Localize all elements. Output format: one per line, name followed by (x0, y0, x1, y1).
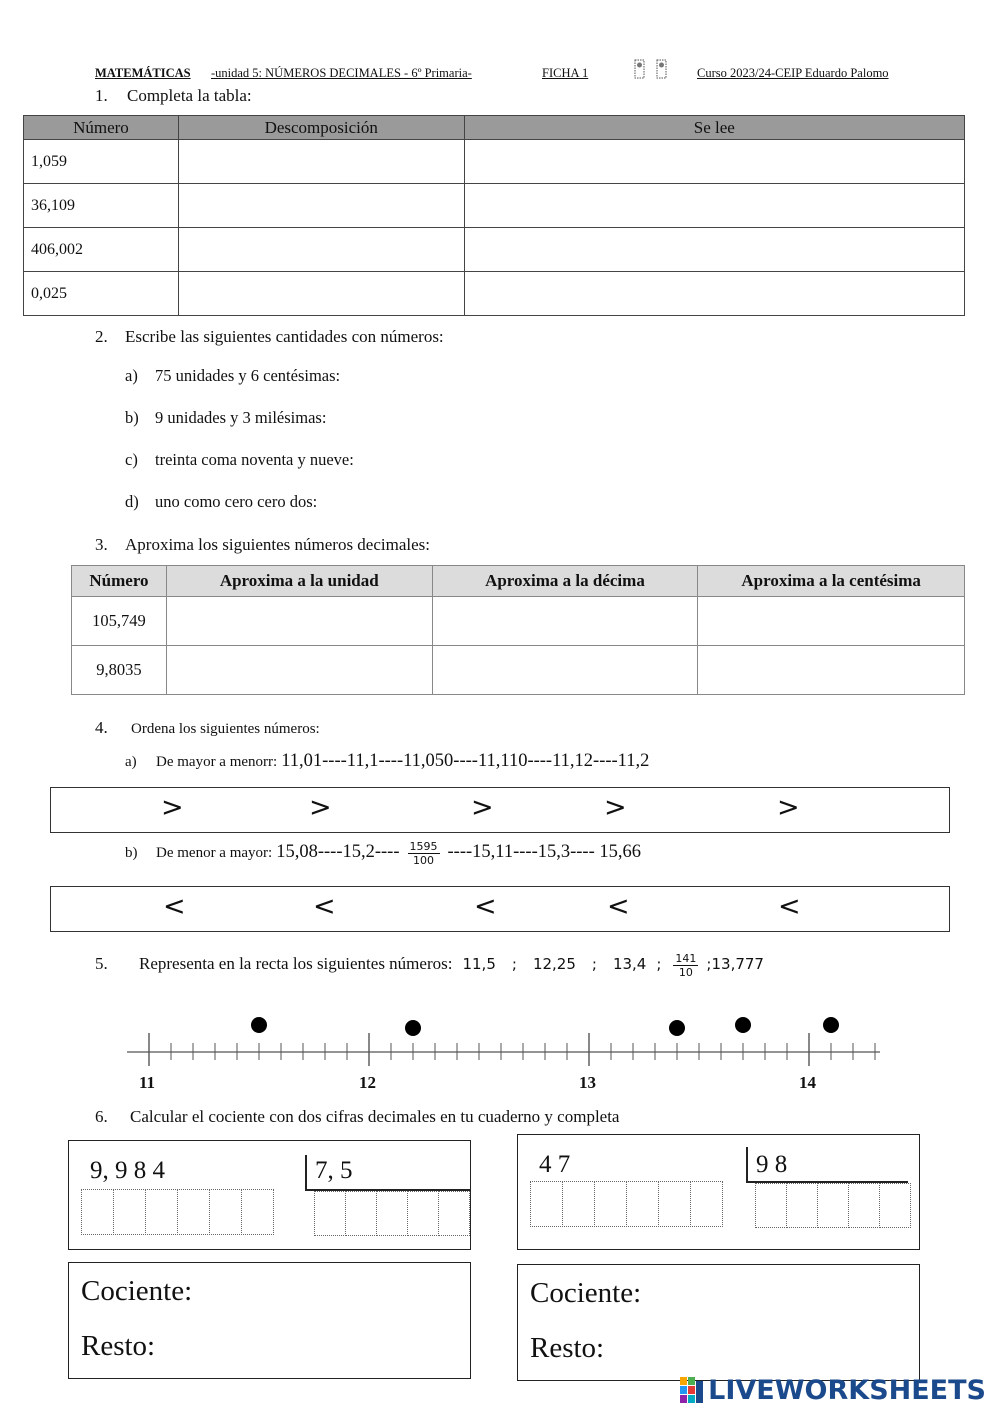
dividend: 4 7 (539, 1151, 571, 1178)
tick-label: 11 (139, 1073, 156, 1092)
divisor: 9 8 (756, 1151, 788, 1178)
table-row (24, 140, 965, 184)
greater-than-icon: > (309, 792, 332, 823)
tenth-answer-cell[interactable] (432, 597, 698, 646)
hundredth-answer-cell[interactable] (698, 597, 965, 646)
greater-than-icon: > (471, 792, 494, 823)
table-row (24, 184, 965, 228)
answer-box-2[interactable] (517, 1264, 920, 1381)
decomposition-answer-cell[interactable] (178, 272, 464, 316)
less-than-icon: < (474, 891, 497, 922)
decomposition-answer-cell[interactable] (178, 140, 464, 184)
row-number: 9,8035 (72, 646, 167, 695)
page-header (95, 66, 915, 84)
quotient-label: Cociente: (81, 1275, 193, 1307)
quotient-grid[interactable] (314, 1191, 469, 1236)
fraction-denominator: 100 (413, 854, 435, 867)
separator: ; (591, 955, 597, 974)
quotient-label: Cociente: (530, 1277, 642, 1309)
item-letter: a) (125, 366, 138, 385)
separator: ; (511, 955, 517, 974)
division-bracket (305, 1155, 307, 1191)
division-box-2 (517, 1134, 920, 1250)
order-a (125, 751, 649, 772)
list-item (125, 408, 326, 428)
list-item (125, 492, 317, 512)
answer-box-1[interactable] (68, 1262, 471, 1379)
row-number: 0,025 (24, 272, 179, 316)
fraction (673, 952, 698, 979)
greater-than-icon: > (161, 792, 184, 823)
division-bracket (746, 1147, 748, 1183)
reading-answer-cell[interactable] (464, 272, 964, 316)
number-value: ;13,777 (706, 955, 764, 974)
number-value: 12,25 (532, 955, 576, 974)
table-row (24, 228, 965, 272)
question-text: Completa la tabla: (127, 86, 252, 105)
order-b-values: 15,08----15,2---- (276, 842, 400, 863)
reading-answer-cell[interactable] (464, 228, 964, 272)
item-text: 75 unidades y 6 centésimas: (155, 366, 341, 385)
point-marker (669, 1020, 685, 1036)
item-letter: a) (125, 754, 137, 770)
header-subject: MATEMÁTICAS (95, 66, 191, 80)
question-number: 2. (95, 327, 108, 346)
number-line[interactable] (0, 1005, 1000, 1100)
item-text: uno como cero cero dos: (155, 492, 318, 511)
question-text: Escribe las siguientes cantidades con números: (125, 327, 444, 346)
fraction-numerator: 1595 (409, 840, 438, 853)
greater-than-icon: > (604, 792, 627, 823)
divisor: 7, 5 (315, 1157, 353, 1184)
header-sheet: FICHA 1 (542, 66, 589, 80)
row-number: 105,749 (72, 597, 167, 646)
point-marker (823, 1017, 839, 1033)
separator: ; (656, 955, 662, 974)
reading-answer-cell[interactable] (464, 140, 964, 184)
question-3 (95, 535, 430, 555)
fraction-numerator: 141 (675, 952, 697, 965)
less-than-icon: < (313, 891, 336, 922)
unit-answer-cell[interactable] (166, 597, 432, 646)
question-text: Ordena los siguientes números: (131, 721, 320, 737)
question-text: Aproxima los siguientes números decimales: (125, 535, 430, 554)
table-row (72, 646, 965, 695)
reading-answer-cell[interactable] (464, 184, 964, 228)
order-b (125, 840, 641, 867)
brand-watermark (680, 1372, 986, 1408)
unit-answer-cell[interactable] (166, 646, 432, 695)
item-text: treinta coma noventa y nueve: (155, 450, 354, 469)
quotient-grid[interactable] (755, 1183, 910, 1228)
decomposition-table (23, 115, 965, 316)
number-value: 11,5 (462, 955, 496, 974)
decomposition-answer-cell[interactable] (178, 184, 464, 228)
col-header-tenth: Aproxima a la décima (432, 566, 698, 597)
row-number: 1,059 (24, 140, 179, 184)
table-row (72, 597, 965, 646)
point-marker (405, 1020, 421, 1036)
order-a-label: De mayor a menorr: (156, 754, 278, 770)
list-item (125, 450, 354, 470)
rounding-table (71, 565, 965, 695)
col-header-unit: Aproxima a la unidad (166, 566, 432, 597)
order-b-label: De menor a mayor: (156, 845, 273, 862)
question-number: 1. (95, 86, 108, 105)
item-letter: d) (125, 492, 139, 511)
col-header-hundredth: Aproxima a la centésima (698, 566, 965, 597)
question-text: Calcular el cociente con dos cifras decimales en tu cuaderno y completa (130, 1107, 620, 1126)
row-number: 36,109 (24, 184, 179, 228)
remainder-grid[interactable] (530, 1181, 722, 1227)
item-text: 9 unidades y 3 milésimas: (155, 408, 327, 427)
brand-name: LIVEWORKSHEETS (708, 1374, 986, 1406)
remainder-label: Resto: (530, 1332, 605, 1364)
less-than-icon: < (607, 891, 630, 922)
tick-label: 12 (359, 1073, 376, 1092)
item-letter: b) (125, 845, 138, 862)
question-number: 5. (95, 954, 108, 974)
list-item (125, 366, 340, 386)
point-marker (251, 1017, 267, 1033)
col-header-number: Número (24, 116, 179, 140)
order-b-values: ----15,11----15,3---- 15,66 (447, 842, 642, 863)
question-2 (95, 327, 444, 347)
less-than-icon: < (163, 891, 186, 922)
row-number: 406,002 (24, 228, 179, 272)
item-letter: c) (125, 450, 138, 469)
point-marker (735, 1017, 751, 1033)
col-header-reading: Se lee (464, 116, 964, 140)
question-number: 3. (95, 535, 108, 554)
col-header-number: Número (72, 566, 167, 597)
dividend: 9, 9 8 4 (90, 1157, 165, 1184)
header-figures-icon (633, 58, 675, 80)
fraction (408, 840, 440, 867)
order-a-values: 11,01----11,1----11,050----11,110----11,12----11,2 (281, 751, 650, 771)
remainder-grid[interactable] (81, 1189, 273, 1235)
item-letter: b) (125, 408, 139, 427)
remainder-label: Resto: (81, 1330, 156, 1362)
header-course: Curso 2023/24-CEIP Eduardo Palomo (697, 66, 889, 80)
table-row (24, 272, 965, 316)
col-header-decomposition: Descomposición (178, 116, 464, 140)
tenth-answer-cell[interactable] (432, 646, 698, 695)
greater-than-icon: > (777, 792, 800, 823)
decomposition-answer-cell[interactable] (178, 228, 464, 272)
question-6 (95, 1107, 619, 1127)
header-unit: -unidad 5: NÚMEROS DECIMALES - 6º Primaria- (211, 66, 472, 80)
question-text: Representa en la recta los siguientes números: (139, 954, 453, 974)
liveworksheets-logo-icon (680, 1377, 704, 1404)
number-value: 13,4 (612, 955, 647, 974)
hundredth-answer-cell[interactable] (698, 646, 965, 695)
order-a-answer-box[interactable] (50, 787, 950, 833)
less-than-icon: < (778, 891, 801, 922)
fraction-denominator: 10 (678, 966, 693, 979)
order-b-answer-box[interactable] (50, 886, 950, 932)
question-5 (95, 952, 764, 979)
question-4 (95, 718, 320, 738)
division-box-1 (68, 1140, 471, 1250)
tick-label: 14 (799, 1073, 816, 1092)
question-number: 6. (95, 1107, 108, 1126)
tick-label: 13 (579, 1073, 596, 1092)
question-1 (95, 86, 252, 106)
question-number: 4. (95, 718, 108, 737)
